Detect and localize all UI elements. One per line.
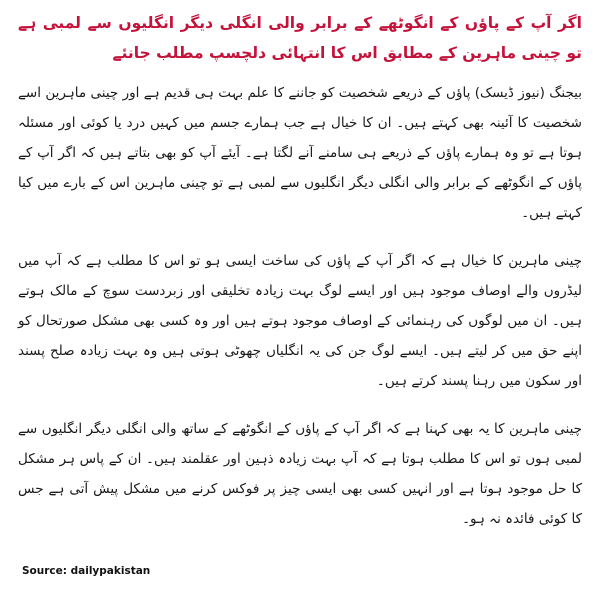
article-body [18,8,582,552]
source-credit: Source: dailypakistan [22,565,151,577]
article-headline: اگر آپ کے پاؤں کے انگوٹھے کے برابر والی انگلی دیگر انگلیوں سے لمبی ہے تو چینی ماہرین کے مطابق اس کا انتہائی دلچسپ مطلب جانئے [18,14,582,62]
article-paragraph-3: چینی ماہرین کا یہ بھی کہنا ہے کہ اگر آپ کے پاؤں کے انگوٹھے کے ساتھ والی انگلی دیگر انگلیوں سے لمبی ہوں تو اس کا مطلب ہوتا ہے کہ آپ بہت زیادہ ذہین اور عقلمند ہیں۔ ان کے پاس ہر مشکل کا حل موجود ہوتا ہے اور انہیں کسی بھی ایسی چیز پر فوکس کرنے میں مشکل پیش آتی ہے جس کا کوئی فائدہ نہ ہو۔ [18,421,582,527]
article-paragraph-2: چینی ماہرین کا خیال ہے کہ اگر آپ کے پاؤں کی ساخت ایسی ہو تو اس کا مطلب ہے کہ آپ میں لیڈروں والے اوصاف موجود ہیں اور ایسے لوگ بہت زیادہ تخلیقی اور زبردست سوچ کے مالک ہوتے ہیں۔ ان میں لوگوں کی رہنمائی کے اوصاف موجود ہوتے ہیں اور وہ کسی بھی مشکل صورتحال کو اپنے حق میں کر لیتے ہیں۔ ایسے لوگ جن کی یہ انگلیاں چھوٹی ہوتی ہیں وہ بہت زیادہ صلح پسند اور سکون میں رہنا پسند کرتے ہیں۔ [18,253,582,389]
article-paragraph-1: بیجنگ (نیوز ڈیسک) پاؤں کے ذریعے شخصیت کو جاننے کا علم بہت ہی قدیم ہے اور چینی ماہرین اسے شخصیت کا آئینہ بھی کہتے ہیں۔ ان کا خیال ہے جب ہمارے جسم میں کہیں درد یا کوئی اور مسئلہ ہوتا ہے تو وہ ہمارے پاؤں کے ذریعے ہی سامنے آنے لگتا ہے۔ آیئے آپ کو بھی بتاتے ہیں کہ اگر آپ کے پاؤں کے انگوٹھے کے برابر والی انگلی دیگر انگلیوں سے لمبی ہے تو چینی ماہرین اس کے بارے میں کیا کہتے ہیں۔ [18,85,582,221]
